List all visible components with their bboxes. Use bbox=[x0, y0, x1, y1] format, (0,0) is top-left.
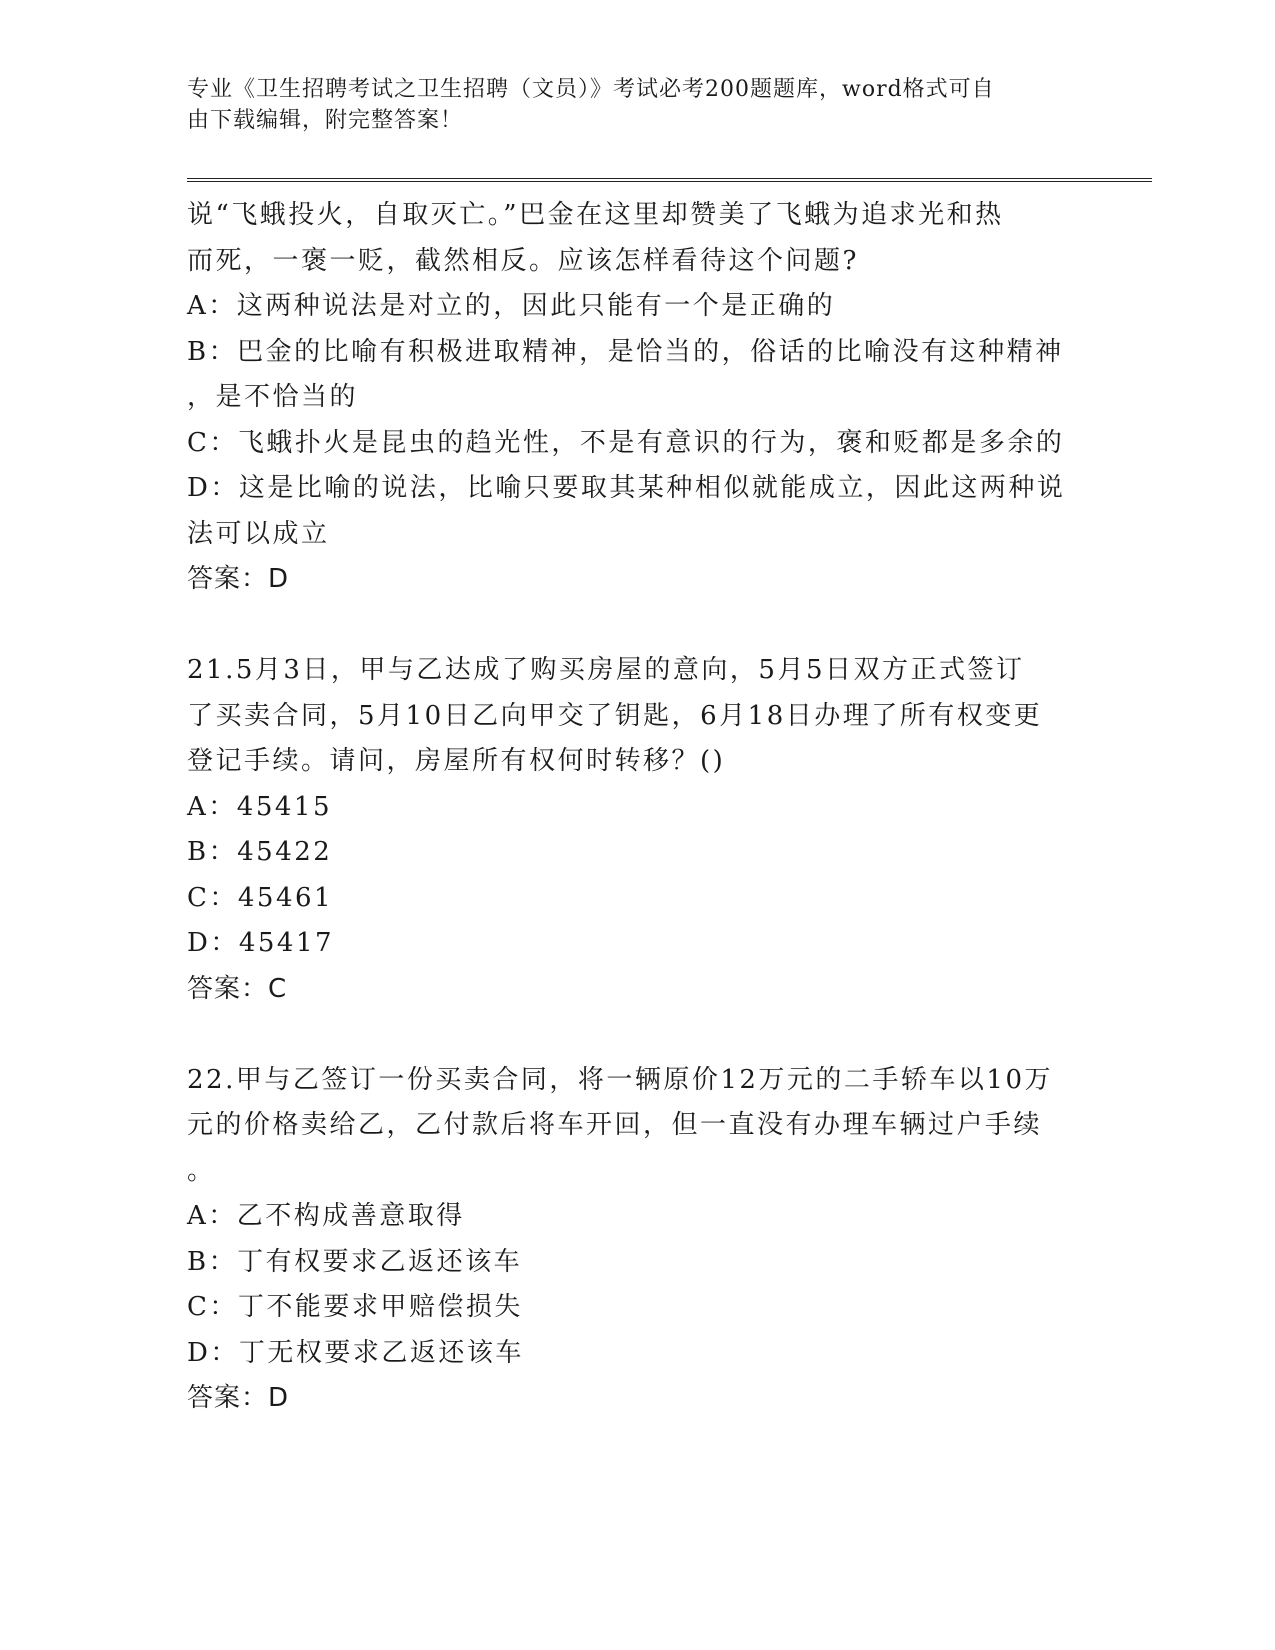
question-20-option-d-line-2: 法可以成立 bbox=[187, 518, 330, 549]
question-spacer bbox=[187, 1012, 1067, 1058]
header-title-line-2: 由下载编辑，附完整答案！ bbox=[187, 108, 464, 133]
question-22-option-a: A：乙不构成善意取得 bbox=[187, 1201, 465, 1231]
question-22-answer: 答案：D bbox=[187, 1383, 290, 1413]
question-22-text-line-3: 。 bbox=[187, 1155, 216, 1186]
question-20-option-c: C：飞蛾扑火是昆虫的趋光性，不是有意识的行为，褒和贬都是多余的 bbox=[187, 427, 1065, 458]
question-22-text-line-2: 元的价格卖给乙，乙付款后将车开回，但一直没有办理车辆过户手续 bbox=[187, 1110, 1043, 1140]
question-20 bbox=[187, 193, 1067, 603]
question-20-option-a: A：这两种说法是对立的，因此只能有一个是正确的 bbox=[187, 291, 836, 321]
question-22-text-line-1: 22.甲与乙签订一份买卖合同，将一辆原价12万元的二手轿车以10万 bbox=[187, 1064, 1054, 1095]
question-21-option-c: C：45461 bbox=[187, 882, 334, 913]
question-22 bbox=[187, 1058, 1067, 1422]
question-22-option-b: B：丁有权要求乙返还该车 bbox=[187, 1246, 523, 1277]
question-22-option-d: D：丁无权要求乙返还该车 bbox=[187, 1337, 524, 1368]
question-20-option-b-line-1: B：巴金的比喻有积极进取精神，是恰当的，俗话的比喻没有这种精神 bbox=[187, 336, 1064, 367]
question-20-option-d-line-1: D：这是比喻的说法，比喻只要取其某种相似就能成立，因此这两种说 bbox=[187, 473, 1066, 503]
question-21-option-d: D：45417 bbox=[187, 928, 335, 958]
question-20-text-line-1: 说“飞蛾投火，自取灭亡。”巴金在这里却赞美了飞蛾为追求光和热 bbox=[187, 200, 1004, 230]
question-21-option-a: A：45415 bbox=[187, 791, 332, 822]
question-20-answer: 答案：D bbox=[187, 564, 290, 594]
question-20-option-b-line-2: ，是不恰当的 bbox=[187, 382, 359, 412]
question-21 bbox=[187, 648, 1067, 1012]
question-20-text-line-2: 而死，一褒一贬，截然相反。应该怎样看待这个问题? bbox=[187, 245, 859, 276]
question-21-option-b: B：45422 bbox=[187, 837, 333, 867]
document-body bbox=[187, 193, 1067, 1422]
question-22-option-c: C：丁不能要求甲赔偿损失 bbox=[187, 1292, 523, 1322]
question-21-text-line-2: 了买卖合同，5月10日乙向甲交了钥匙，6月18日办理了所有权变更 bbox=[187, 700, 1043, 731]
question-21-text-line-1: 21.5月3日，甲与乙达成了购买房屋的意向，5月5日双方正式签订 bbox=[187, 655, 1025, 685]
question-21-answer: 答案：C bbox=[187, 973, 288, 1004]
question-spacer bbox=[187, 603, 1067, 649]
document-header bbox=[187, 74, 1067, 136]
header-title-line-1: 专业《卫生招聘考试之卫生招聘（文员）》考试必考200题题库，word格式可自 bbox=[187, 77, 995, 102]
header-divider bbox=[187, 178, 1152, 182]
question-21-text-line-3: 登记手续。请问，房屋所有权何时转移？() bbox=[187, 746, 726, 776]
